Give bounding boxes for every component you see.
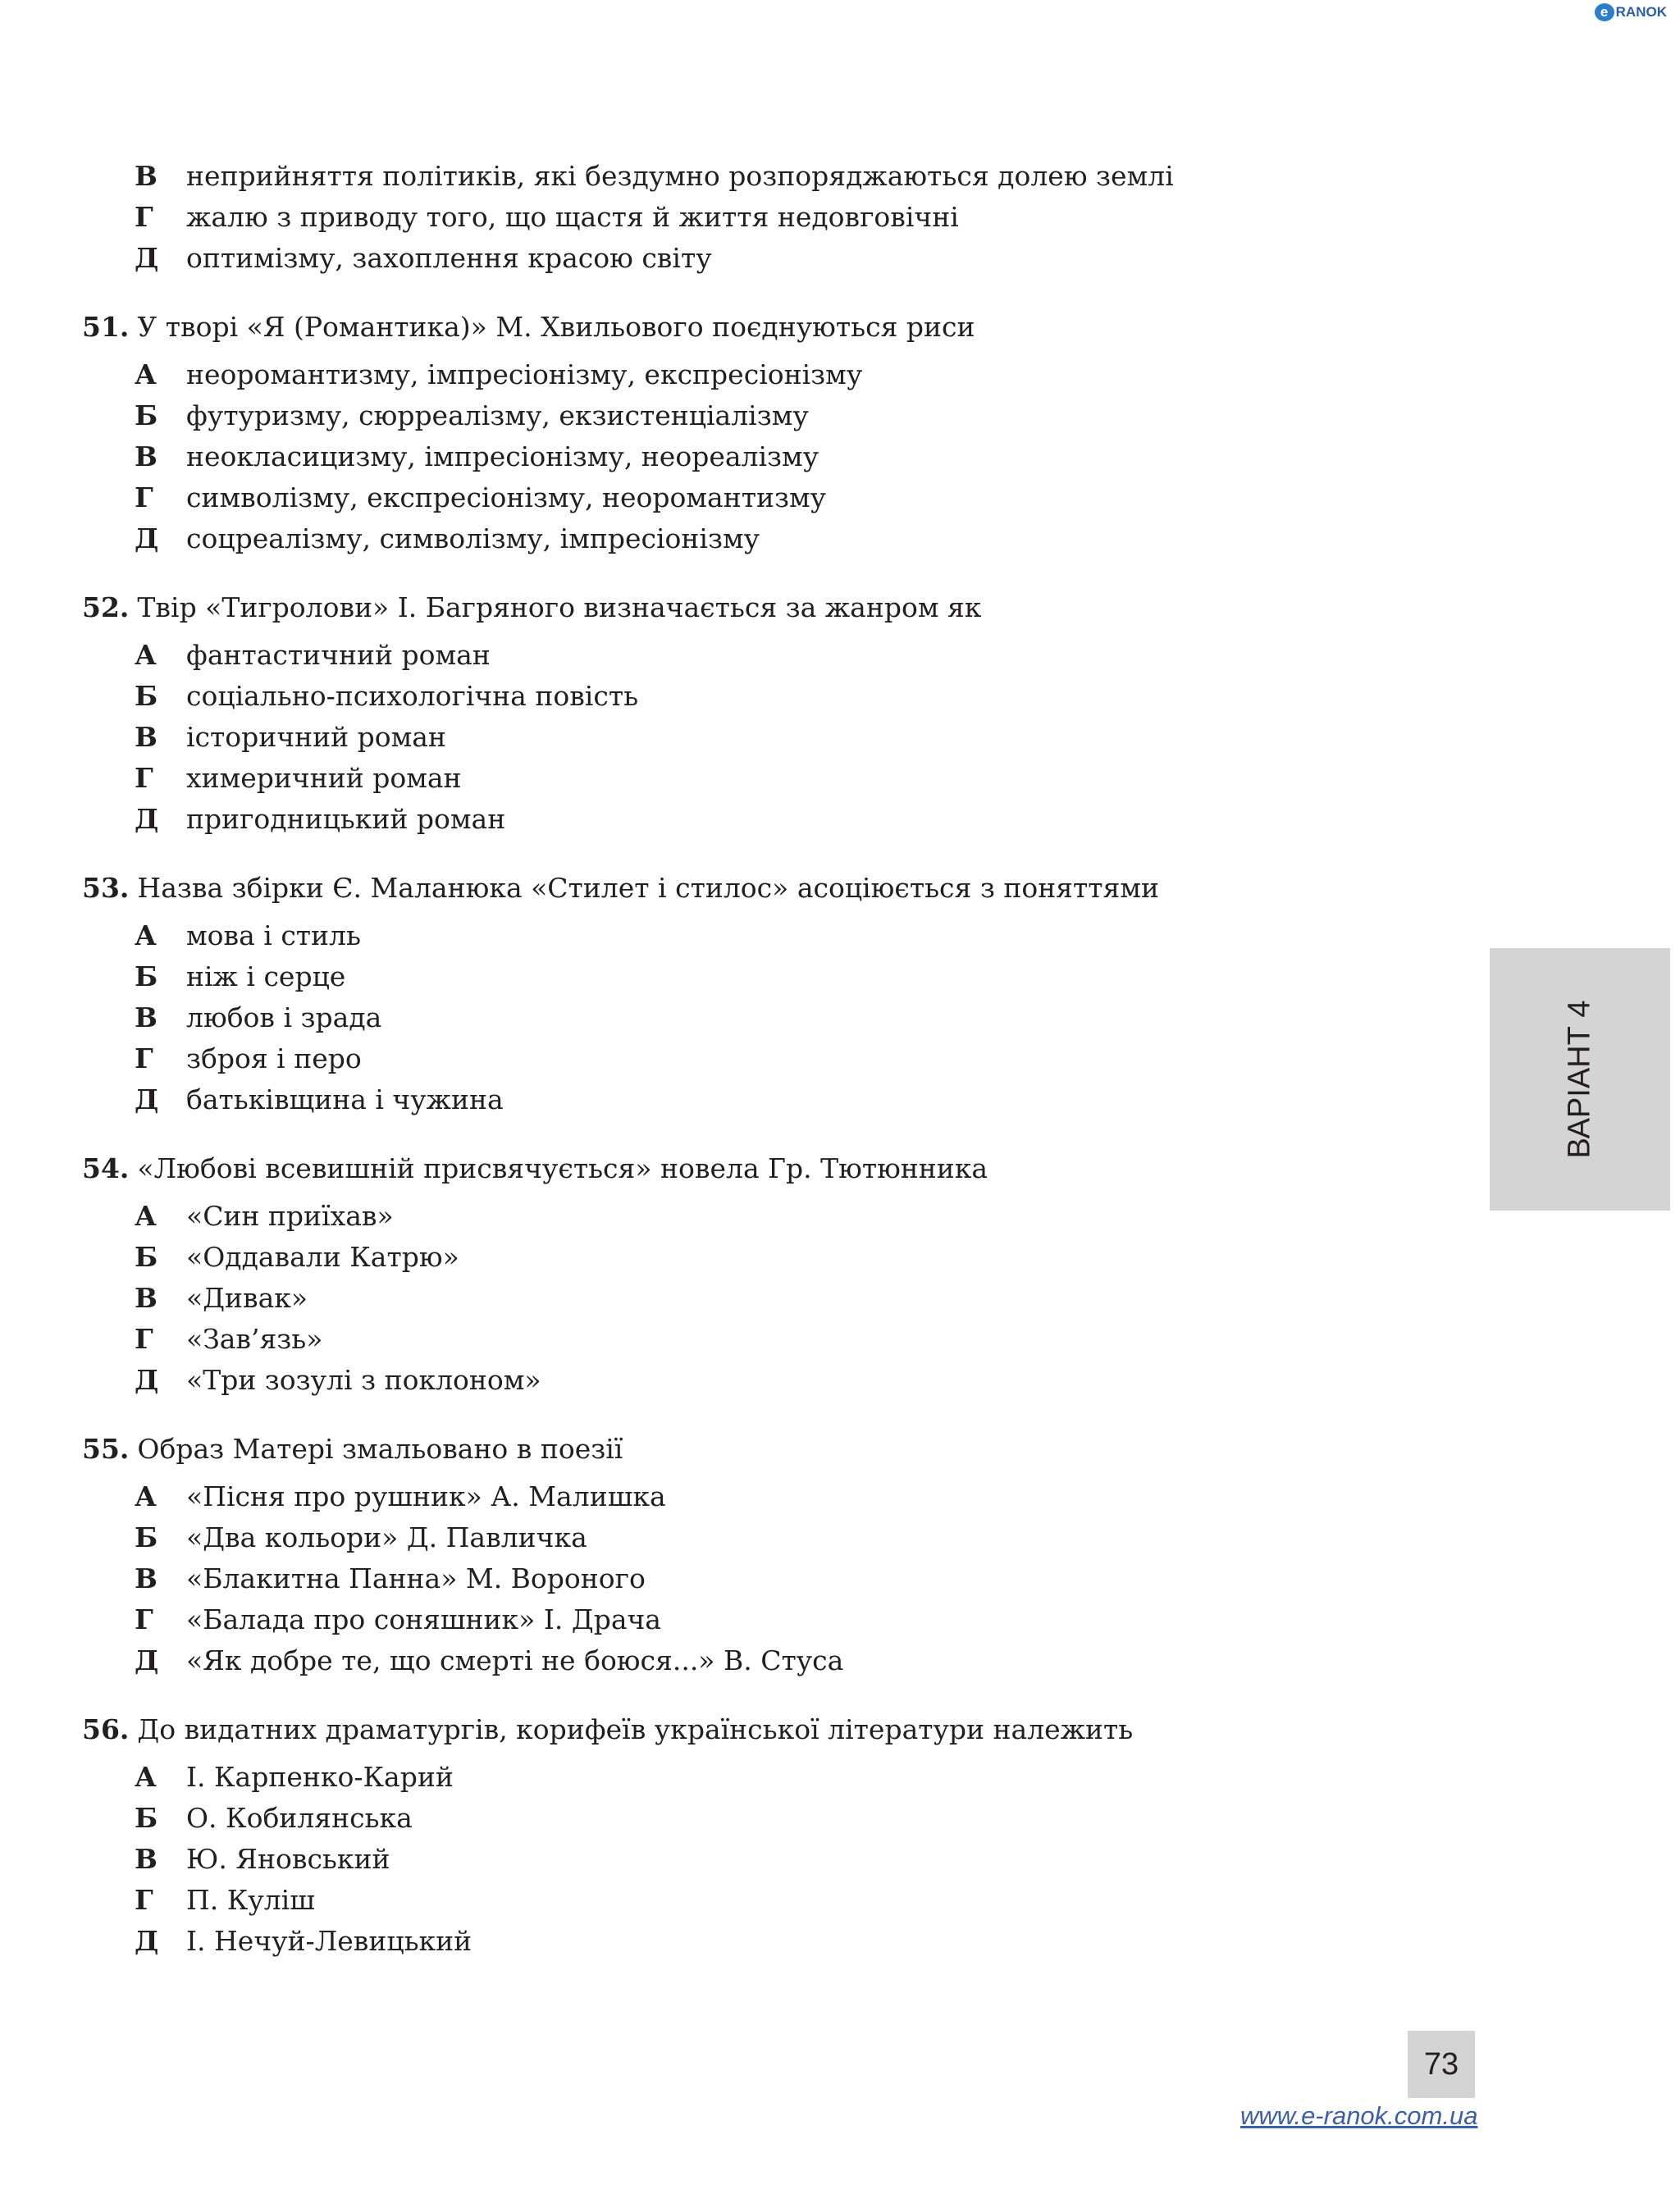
question-53: [82, 868, 1436, 1120]
option-letter: Д: [135, 803, 159, 835]
question-text: До видатних драматургів, корифеїв української літератури належить: [137, 1713, 1134, 1745]
question-line: [82, 307, 1436, 348]
option-text: зброя і перо: [186, 1042, 362, 1074]
option-text: фантастичний роман: [186, 639, 491, 671]
question-text: Образ Матері змальовано в поезії: [137, 1433, 623, 1465]
option-text: історичний роман: [186, 721, 446, 753]
option-letter: А: [135, 1761, 157, 1793]
option-text: неоромантизму, імпресіонізму, експресіонізму: [186, 358, 863, 390]
answer-option: [82, 635, 1436, 676]
option-letter: Г: [135, 1603, 153, 1635]
option-text: «Оддавали Катрю»: [186, 1241, 459, 1273]
option-text: «Син приїхав»: [186, 1200, 394, 1232]
logo-e-icon: e: [1595, 3, 1614, 21]
answer-option: [82, 436, 1436, 477]
option-letter: А: [135, 919, 157, 951]
option-text: мова і стиль: [186, 919, 361, 951]
option-text: символізму, експресіонізму, неоромантизму: [186, 481, 827, 513]
question-52: [82, 587, 1436, 840]
question-55: [82, 1429, 1436, 1681]
answer-option: [82, 915, 1436, 956]
page-number: 73: [1408, 2031, 1475, 2098]
option-text: оптимізму, захоплення красою світу: [186, 242, 712, 274]
variant-side-tab: [1490, 948, 1670, 1211]
option-letter: В: [135, 1562, 158, 1594]
answer-option: [82, 997, 1436, 1038]
question-text: Твір «Тигролови» І. Багряного визначається за жанром як: [137, 591, 982, 623]
option-text: неокласицизму, імпресіонізму, неореалізму: [186, 440, 819, 472]
option-letter: Д: [135, 1083, 159, 1115]
question-number: 54.: [82, 1152, 130, 1184]
answer-option: [82, 1476, 1436, 1517]
answer-option: [82, 1278, 1436, 1319]
option-letter: Г: [135, 1884, 153, 1916]
option-letter: Б: [135, 399, 158, 431]
answer-option: [82, 1880, 1436, 1921]
answer-option: [82, 717, 1436, 758]
option-letter: Д: [135, 1644, 159, 1676]
option-letter: В: [135, 440, 158, 472]
answer-option: [82, 477, 1436, 518]
option-letter: В: [135, 721, 158, 753]
option-letter: Г: [135, 1042, 153, 1074]
option-letter: Б: [135, 960, 158, 992]
footer-url-link[interactable]: www.e-ranok.com.ua: [1240, 2101, 1478, 2130]
question-51: [82, 307, 1436, 559]
option-letter: Г: [135, 201, 153, 233]
question-number: 52.: [82, 591, 130, 623]
option-text: «Два кольори» Д. Павличка: [186, 1521, 587, 1553]
option-text: химеричний роман: [186, 762, 462, 794]
answer-option: [82, 758, 1436, 799]
page-content: [82, 156, 1436, 1990]
option-letter: А: [135, 639, 157, 671]
option-text: «Дивак»: [186, 1282, 308, 1314]
variant-label: ВАРІАНТ 4: [1562, 1000, 1597, 1159]
option-letter: Г: [135, 1323, 153, 1355]
answer-option: [82, 956, 1436, 997]
answer-option: [82, 1319, 1436, 1360]
answer-option: [82, 1599, 1436, 1640]
logo-text: RANOK: [1615, 4, 1667, 20]
option-text: «Зав’язь»: [186, 1323, 323, 1355]
question-text: Назва збірки Є. Маланюка «Стилет і стилос» асоціюється з поняттями: [137, 872, 1159, 904]
question-line: [82, 1148, 1436, 1189]
option-letter: Г: [135, 481, 153, 513]
option-text: І. Карпенко-Карий: [186, 1761, 454, 1793]
answer-option: [82, 1757, 1436, 1798]
option-text: неприйняття політиків, які бездумно розпоряджаються долею землі: [186, 160, 1174, 192]
question-line: [82, 587, 1436, 628]
option-letter: Б: [135, 1521, 158, 1553]
publisher-logo: [1595, 3, 1667, 21]
question-number: 51.: [82, 311, 130, 343]
option-letter: В: [135, 1282, 158, 1314]
answer-option: [82, 518, 1436, 559]
option-text: жалю з приводу того, що щастя й життя недовговічні: [186, 201, 959, 233]
answer-option: [82, 354, 1436, 395]
question-number: 55.: [82, 1433, 130, 1465]
option-text: О. Кобилянська: [186, 1802, 413, 1834]
option-letter: Д: [135, 1925, 159, 1957]
option-text: І. Нечуй-Левицький: [186, 1925, 472, 1957]
option-text: пригодницький роман: [186, 803, 506, 835]
option-text: футуризму, сюрреалізму, екзистенціалізму: [186, 399, 809, 431]
question-line: [82, 1709, 1436, 1750]
option-text: «Пісня про рушник» А. Малишка: [186, 1480, 666, 1512]
option-text: «Три зозулі з поклоном»: [186, 1364, 541, 1396]
option-letter: Д: [135, 242, 159, 274]
answer-option: [82, 1038, 1436, 1079]
option-text: «Балада про соняшник» І. Драча: [186, 1603, 661, 1635]
question-line: [82, 1429, 1436, 1470]
question-54: [82, 1148, 1436, 1401]
option-text: батьківщина і чужина: [186, 1083, 504, 1115]
option-letter: А: [135, 358, 157, 390]
option-text: любов і зрада: [186, 1001, 382, 1033]
question-text: У творі «Я (Романтика)» М. Хвильового поєднуються риси: [137, 311, 975, 343]
answer-option: [82, 156, 1436, 197]
option-letter: А: [135, 1480, 157, 1512]
answer-option: [82, 676, 1436, 717]
answer-option: [82, 1079, 1436, 1120]
option-letter: Д: [135, 1364, 159, 1396]
option-text: П. Куліш: [186, 1884, 315, 1916]
option-letter: Б: [135, 1802, 158, 1834]
question-line: [82, 868, 1436, 909]
option-letter: В: [135, 1001, 158, 1033]
option-text: ніж і серце: [186, 960, 346, 992]
answer-option: [82, 799, 1436, 840]
option-letter: Г: [135, 762, 153, 794]
answer-option: [82, 238, 1436, 279]
question-text: «Любові всевишній присвячується» новела Гр. Тютюнника: [137, 1152, 988, 1184]
answer-option: [82, 1237, 1436, 1278]
answer-option: [82, 1921, 1436, 1962]
option-text: «Блакитна Панна» М. Вороного: [186, 1562, 646, 1594]
answer-option: [82, 1196, 1436, 1237]
answer-option: [82, 1640, 1436, 1681]
question-number: 53.: [82, 872, 130, 904]
answer-option: [82, 1839, 1436, 1880]
answer-option: [82, 1517, 1436, 1558]
question-56: [82, 1709, 1436, 1962]
question-number: 56.: [82, 1713, 130, 1745]
option-letter: Д: [135, 522, 159, 554]
answer-option: [82, 1798, 1436, 1839]
option-letter: В: [135, 1843, 158, 1875]
answer-option: [82, 395, 1436, 436]
answer-option: [82, 197, 1436, 238]
option-text: соцреалізму, символізму, імпресіонізму: [186, 522, 760, 554]
option-text: соціально-психологічна повість: [186, 680, 639, 712]
option-letter: Б: [135, 1241, 158, 1273]
answer-option: [82, 1360, 1436, 1401]
option-letter: В: [135, 160, 158, 192]
option-letter: Б: [135, 680, 158, 712]
carryover-options: [82, 156, 1436, 279]
option-text: «Як добре те, що смерті не боюся...» В. Стуса: [186, 1644, 844, 1676]
option-text: Ю. Яновський: [186, 1843, 390, 1875]
option-letter: А: [135, 1200, 157, 1232]
answer-option: [82, 1558, 1436, 1599]
